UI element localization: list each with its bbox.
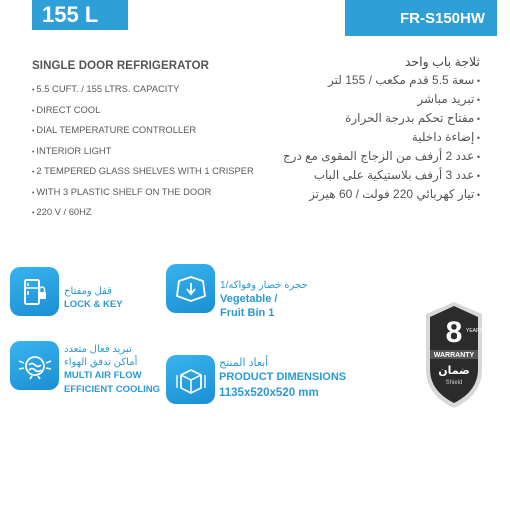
spec-ar-item: • مفتاح تحكم بدرجة الحرارة	[270, 109, 480, 128]
spec-ar-item: • سعة 5.5 قدم مكعب / 155 لتر	[270, 71, 480, 90]
air-flow-icon	[10, 341, 59, 390]
spec-ar-item: • تبريد مباشر	[270, 90, 480, 109]
warranty-badge	[422, 300, 486, 410]
specs-english	[32, 60, 272, 223]
spec-en-item: • 2 TEMPERED GLASS SHELVES WITH 1 CRISPER	[32, 161, 272, 182]
fruit-bin-icon	[166, 264, 215, 313]
model-tab	[345, 0, 497, 36]
capacity-label: 155 L	[42, 2, 99, 27]
feature-dimensions-en: PRODUCT DIMENSIONS	[219, 371, 347, 383]
warranty-brand-en: Shield	[445, 380, 463, 386]
spec-en-item: • 220 V / 60HZ	[32, 202, 272, 223]
feature-dimensions-ar: أبعاد المنتج	[219, 357, 269, 369]
warranty-brand-ar: ضمان	[438, 364, 470, 377]
spec-en-item: • DIAL TEMPERATURE CONTROLLER	[32, 120, 272, 141]
feature-lock-en: LOCK & KEY	[64, 299, 123, 310]
fridge-lock-icon	[10, 267, 59, 316]
capacity-tab	[32, 0, 128, 30]
feature-fruit-en2: Fruit Bin 1	[220, 307, 275, 319]
spec-ar-item: • تيار كهربائي 220 فولت / 60 هيرتز	[270, 185, 480, 204]
feature-dimensions	[219, 357, 369, 400]
box-dimensions-icon	[166, 355, 215, 404]
feature-fruit-bin	[220, 279, 360, 320]
feature-fruit-en1: Vegetable /	[220, 293, 278, 305]
specs-en-heading: SINGLE DOOR REFRIGERATOR	[32, 60, 210, 72]
specs-ar-heading: ثلاجة باب واحد	[404, 55, 480, 69]
warranty-label: WARRANTY	[433, 352, 475, 359]
spec-ar-item: • عدد 2 أرفف من الزجاج المقوى مع درج	[270, 147, 480, 166]
spec-en-item: • INTERIOR LIGHT	[32, 141, 272, 162]
spec-ar-item: • عدد 3 أرفف بلاستيكية على الباب	[270, 166, 480, 185]
feature-dimensions-value: 1135x520x520 mm	[219, 387, 319, 399]
spec-ar-item: • إضاءة داخلية	[270, 128, 480, 147]
spec-en-item: • DIRECT COOL	[32, 100, 272, 121]
feature-airflow-en1: MULTI AIR FLOW	[64, 370, 142, 381]
spec-en-item: • WITH 3 PLASTIC SHELF ON THE DOOR	[32, 182, 272, 203]
feature-airflow-ar1: تبريد فعال متعدد	[64, 344, 132, 355]
warranty-shield-icon	[422, 300, 486, 410]
feature-lock-ar: قفل ومفتاح	[64, 286, 112, 297]
specs-arabic	[270, 54, 480, 204]
spec-en-item: • 5.5 CUFT. / 155 LTRS. CAPACITY	[32, 79, 272, 100]
feature-fruit-ar: حجرة خضار وفواكه/1	[220, 280, 308, 291]
warranty-years-number: 8	[445, 316, 463, 349]
feature-airflow-ar2: أماكن تدفق الهواء	[64, 357, 138, 368]
warranty-years-label: YEARS	[466, 328, 483, 334]
model-number: FR-S150HW	[399, 9, 485, 27]
feature-airflow-en2: EFFICIENT COOLING	[64, 384, 161, 395]
